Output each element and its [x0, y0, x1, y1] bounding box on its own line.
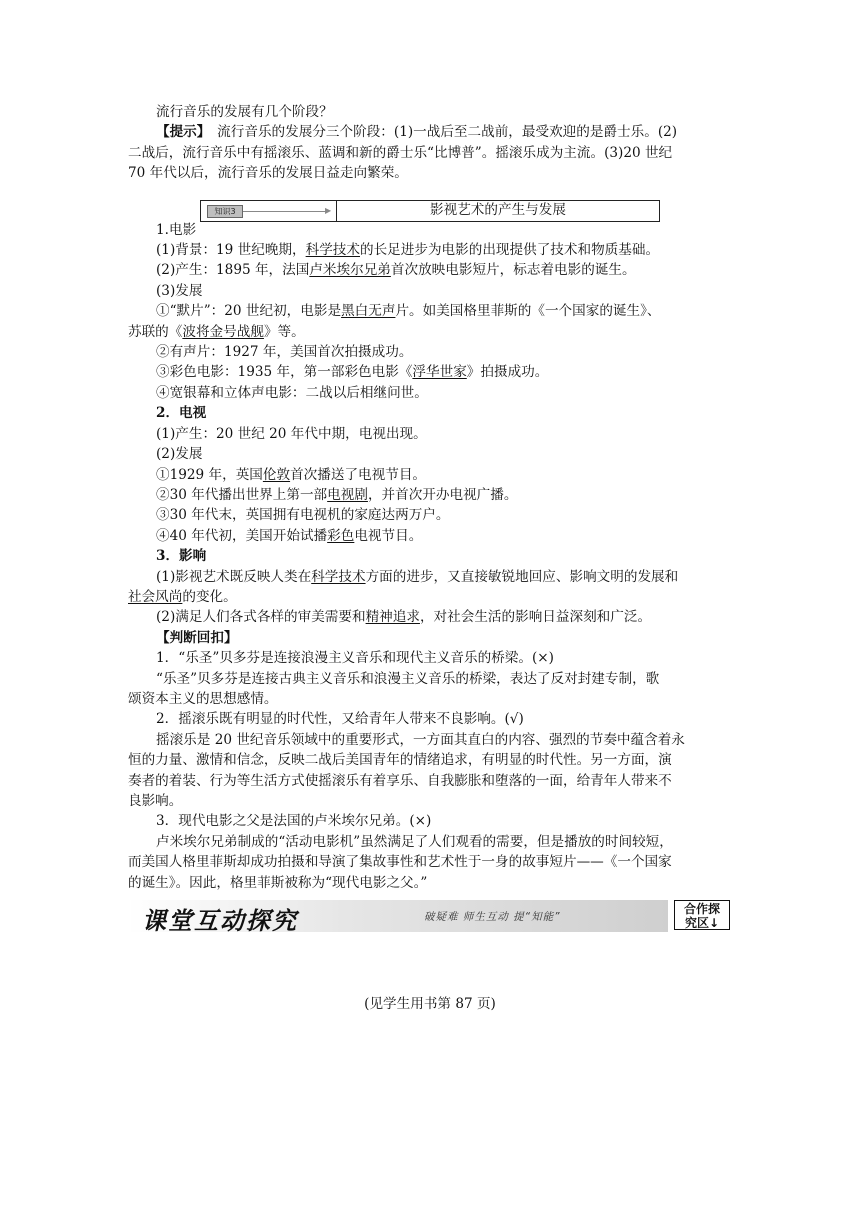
banner-title: 课堂互动探究: [142, 906, 298, 935]
judge-a1-cont: 颂资本主义的思想感情。: [128, 690, 278, 707]
knowledge-badge: 知识3: [207, 205, 243, 218]
arrow-line: [243, 211, 327, 212]
impact-1-cont: 社会风尚的变化。: [128, 588, 237, 605]
film-silent: ①“默片”：20 世纪初，电影是黑白无声片。如美国格里菲斯的《一个国家的诞生》、: [156, 303, 661, 320]
hint-line-2: 二战后，流行音乐中有摇滚乐、蓝调和新的爵士乐“比博普”。摇滚乐成为主流。(3)20 世纪: [128, 144, 673, 161]
judge-a3-cont1: 而美国人格里菲斯却成功拍摄和导演了集故事性和艺术性于一身的故事短片——《一个国家: [128, 854, 672, 871]
section-title: 影视艺术的产生与发展: [430, 202, 566, 218]
tv-heading: 2．电视: [156, 405, 207, 422]
hint-text: 流行音乐的发展分三个阶段：(1)一战后至二战前，最受欢迎的是爵士乐。(2): [203, 124, 678, 141]
judge-q3: 3．现代电影之父是法国的卢米埃尔兄弟。(×): [156, 813, 432, 830]
tv-d3: ③30 年代末，英国拥有电视机的家庭达两万户。: [156, 507, 450, 524]
impact-2: (2)满足人们各式各样的审美需要和精神追求，对社会生活的影响日益深刻和广泛。: [156, 609, 652, 626]
judge-a2-cont2: 奏者的着装、行为等生活方式使摇滚乐有着享乐、自我膨胀和堕落的一面，给青年人带来不: [128, 772, 672, 789]
zone-line-2: 究区↓: [684, 916, 720, 930]
film-heading: 1.电影: [156, 221, 197, 238]
tv-d2: ②30 年代播出世界上第一部电视剧，并首次开办电视广播。: [156, 486, 518, 503]
judge-a3: 卢米埃尔兄弟制成的“活动电影机”虽然满足了人们观看的需要，但是播放的时间较短，: [156, 833, 673, 850]
film-birth: (2)产生：1895 年，法国卢米埃尔兄弟首次放映电影短片，标志着电影的诞生。: [156, 262, 636, 279]
tv-d4: ④40 年代初，美国开始试播彩色电视节目。: [156, 527, 423, 544]
film-color: ③彩色电影：1935 年，第一部彩色电影《浮华世家》拍摄成功。: [156, 364, 549, 381]
question: 流行音乐的发展有几个阶段？: [156, 104, 333, 120]
hint-label: 【提示】: [156, 124, 204, 141]
judge-q1: 1．“乐圣”贝多芬是连接浪漫主义音乐和现代主义音乐的桥梁。(×): [156, 650, 554, 667]
cooperation-zone-badge: [674, 900, 730, 930]
section-tag: [201, 201, 337, 221]
hint-line-1: [128, 122, 734, 142]
film-sound: ②有声片：1927 年，美国首次拍摄成功。: [156, 344, 413, 361]
footer-note: (见学生用书第 87 页): [364, 996, 496, 1012]
section-banner: [128, 900, 734, 935]
tv-birth: (1)产生：20 世纪 20 年代中期，电视出现。: [156, 425, 427, 442]
section-box: [200, 200, 660, 222]
judge-a2-cont3: 良影响。: [128, 793, 183, 809]
judge-a3-cont2: 的诞生》。因此，格里菲斯被称为“现代电影之父。”: [128, 874, 428, 891]
film-silent-cont: 苏联的《波将金号战舰》等。: [128, 323, 305, 340]
zone-line-1: 合作探: [683, 902, 720, 916]
tv-d1: ①1929 年，英国伦敦首次播送了电视节目。: [156, 466, 427, 483]
judge-a2-cont1: 恒的力量、激情和信念，反映二战后美国青年的情绪追求，有明显的时代性。另一方面，演: [128, 752, 672, 769]
tv-dev: (2)发展: [156, 446, 203, 463]
arrow-icon: ▶: [325, 206, 332, 215]
impact-1: (1)影视艺术既反映人类在科学技术方面的进步，又直接敏锐地回应、影响文明的发展和: [156, 568, 679, 585]
judge-heading: 【判断回扣】: [156, 629, 238, 646]
impact-heading: 3．影响: [156, 548, 207, 565]
film-wide: ④宽银幕和立体声电影：二战以后相继问世。: [156, 384, 428, 401]
banner-subtitle: 破疑难 师生互动 提“知能”: [424, 911, 561, 923]
film-dev: (3)发展: [156, 282, 203, 299]
judge-q2: 2．摇滚乐既有明显的时代性，又给青年人带来不良影响。(√): [156, 711, 524, 728]
film-background: (1)背景：19 世纪晚期，科学技术的长足进步为电影的出现提供了技术和物质基础。: [156, 242, 660, 259]
judge-a1: “乐圣”贝多芬是连接古典主义音乐和浪漫主义音乐的桥梁，表达了反对封建专制，歌: [156, 670, 660, 687]
hint-line-3: 70 年代以后，流行音乐的发展日益走向繁荣。: [128, 165, 408, 182]
judge-a2: 摇滚乐是 20 世纪音乐领域中的重要形式，一方面其直白的内容、强烈的节奏中蕴含着永: [156, 731, 685, 748]
